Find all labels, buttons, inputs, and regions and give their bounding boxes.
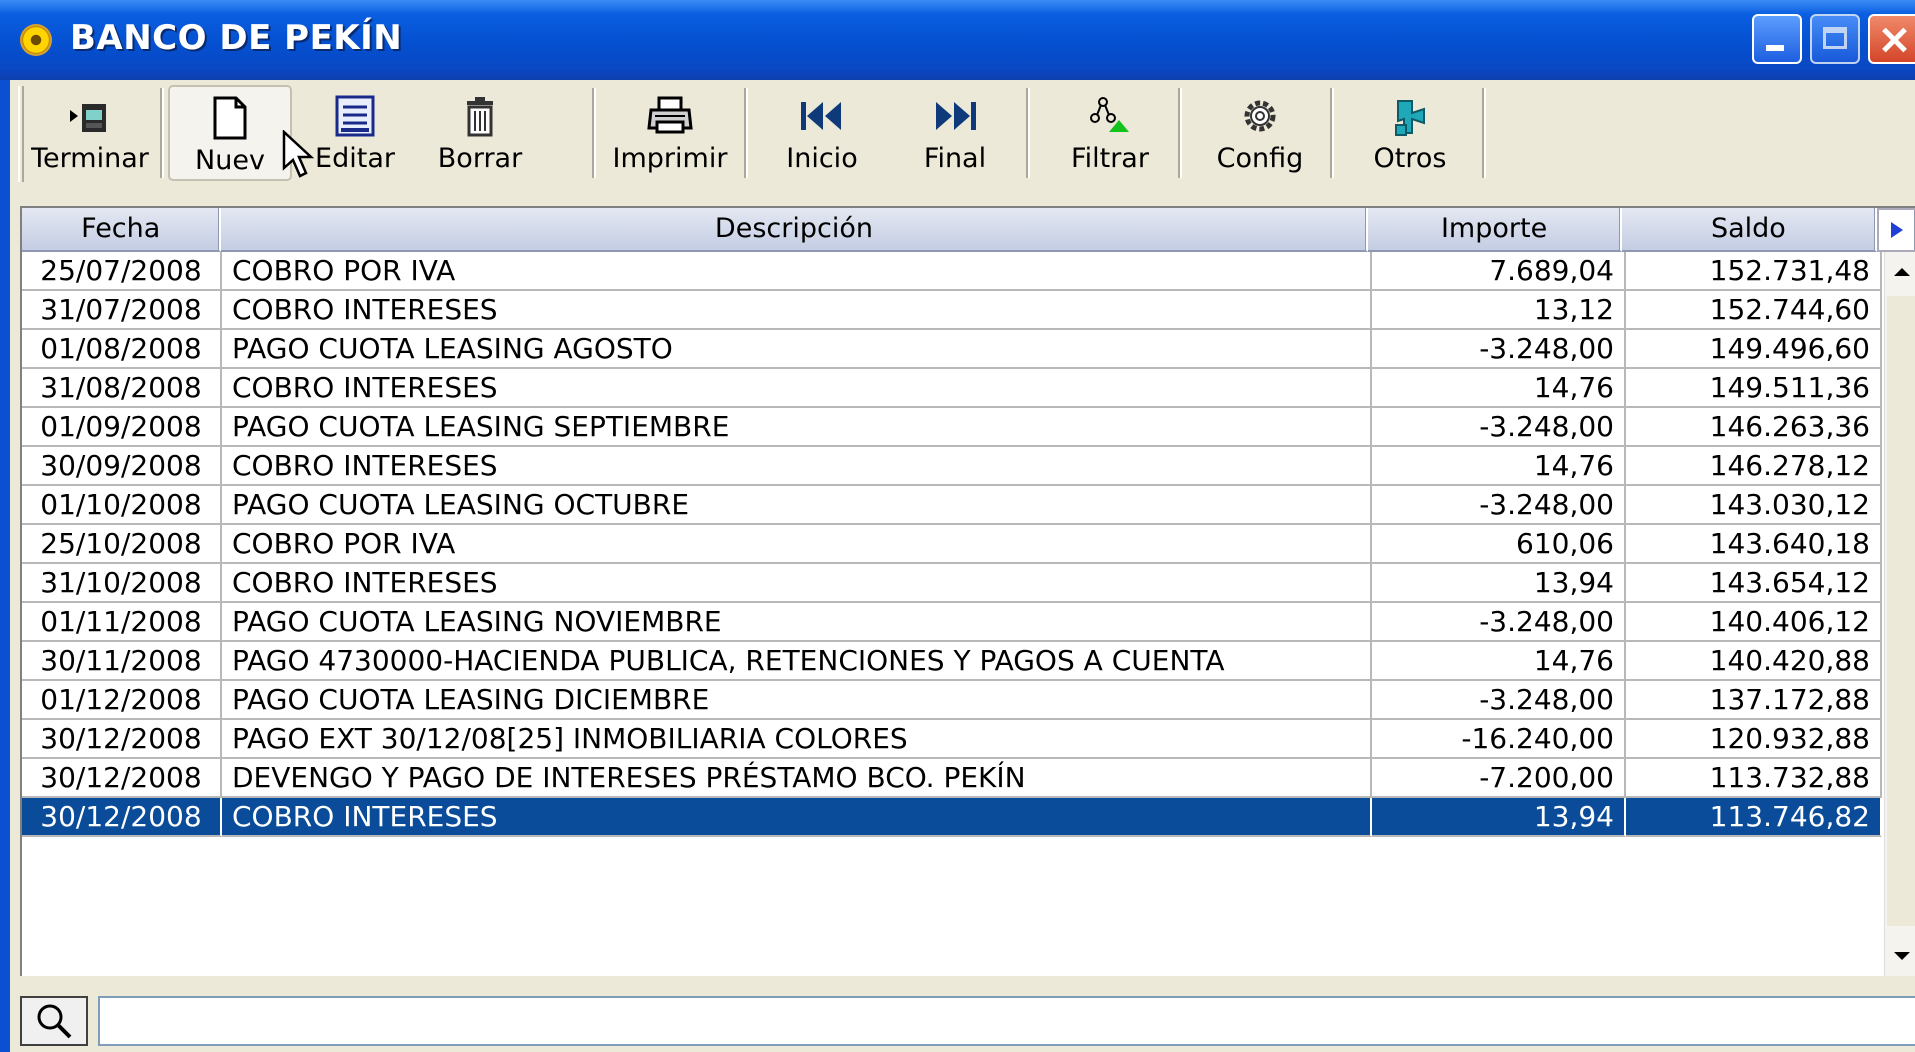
mouse-cursor-icon [282,130,316,180]
cell-saldo[interactable]: 146.263,36 [1626,408,1882,447]
cell-fecha[interactable]: 01/11/2008 [22,603,222,642]
cell-importe[interactable]: -7.200,00 [1372,759,1626,798]
cell-fecha[interactable]: 01/09/2008 [22,408,222,447]
cell-descripcion[interactable]: PAGO EXT 30/12/08[25] INMOBILIARIA COLORES [222,720,1372,759]
cell-importe[interactable]: 7.689,04 [1372,252,1626,291]
cell-saldo[interactable]: 152.731,48 [1626,252,1882,291]
cell-fecha[interactable]: 30/12/2008 [22,798,222,837]
arrow-right-icon [1889,220,1905,240]
imprimir-button[interactable] [600,85,740,181]
table-row[interactable] [22,642,1882,681]
nuevo-button[interactable] [168,85,292,181]
cell-importe[interactable]: 13,94 [1372,564,1626,603]
magnifier-icon [34,1001,74,1041]
table-row[interactable] [22,681,1882,720]
cell-descripcion[interactable]: PAGO CUOTA LEASING OCTUBRE [222,486,1372,525]
cell-descripcion[interactable]: COBRO INTERESES [222,798,1372,837]
final-label: Final [923,143,987,174]
cell-saldo[interactable]: 143.654,12 [1626,564,1882,603]
cell-fecha[interactable]: 31/10/2008 [22,564,222,603]
exit-door-icon [68,91,112,141]
table-row[interactable] [22,603,1882,642]
cell-saldo[interactable]: 143.030,12 [1626,486,1882,525]
cell-saldo[interactable]: 137.172,88 [1626,681,1882,720]
cell-importe[interactable]: 14,76 [1372,447,1626,486]
terminar-button[interactable] [30,85,150,181]
inicio-button[interactable] [762,85,882,181]
cell-descripcion[interactable]: COBRO POR IVA [222,525,1372,564]
cell-descripcion[interactable]: COBRO INTERESES [222,447,1372,486]
column-header-saldo[interactable]: Saldo [1622,208,1877,252]
cell-descripcion[interactable]: COBRO INTERESES [222,369,1372,408]
vertical-scrollbar[interactable] [1884,252,1915,976]
editar-label: Editar [315,143,395,174]
toolbar-separator [1330,88,1334,178]
window-title: BANCO DE PEKÍN [70,18,403,58]
trash-icon [463,91,497,141]
column-header-descripcion[interactable]: Descripción [221,208,1368,252]
table-row[interactable] [22,447,1882,486]
last-record-icon [932,91,978,141]
cell-fecha[interactable]: 25/10/2008 [22,525,222,564]
arrow-down-icon [1894,952,1910,960]
cell-importe[interactable]: -3.248,00 [1372,486,1626,525]
new-document-icon [212,93,248,143]
window-frame [0,80,10,1052]
cell-saldo[interactable]: 120.932,88 [1626,720,1882,759]
search-bar [20,992,1915,1052]
column-header-fecha[interactable]: Fecha [22,208,221,252]
cell-descripcion[interactable]: PAGO CUOTA LEASING AGOSTO [222,330,1372,369]
editar-button[interactable] [300,85,410,181]
scroll-right-button[interactable] [1877,208,1915,252]
cell-fecha[interactable]: 01/12/2008 [22,681,222,720]
cell-importe[interactable]: 610,06 [1372,525,1626,564]
cell-importe[interactable]: -3.248,00 [1372,408,1626,447]
cell-descripcion[interactable]: PAGO 4730000-HACIENDA PUBLICA, RETENCIONES Y PAGOS A CUENTA [222,642,1372,681]
cell-descripcion[interactable]: PAGO CUOTA LEASING DICIEMBRE [222,681,1372,720]
inicio-label: Inicio [786,143,858,174]
toolbar-grip[interactable] [18,86,24,182]
otros-button[interactable] [1350,85,1470,181]
table-row[interactable] [22,486,1882,525]
cell-saldo[interactable]: 113.732,88 [1626,759,1882,798]
table-row[interactable] [22,291,1882,330]
printer-icon [647,91,693,141]
cell-saldo[interactable]: 113.746,82 [1626,798,1882,837]
cell-fecha[interactable]: 30/09/2008 [22,447,222,486]
cell-importe[interactable]: -3.248,00 [1372,603,1626,642]
gear-icon [1240,91,1280,141]
table-row-selected[interactable] [22,798,1882,837]
app-icon [20,24,52,56]
cell-saldo[interactable]: 143.640,18 [1626,525,1882,564]
table-row[interactable] [22,408,1882,447]
config-label: Config [1216,143,1304,174]
cell-fecha[interactable]: 01/10/2008 [22,486,222,525]
cell-importe[interactable]: 13,12 [1372,291,1626,330]
cell-descripcion[interactable]: COBRO POR IVA [222,252,1372,291]
cell-fecha[interactable]: 31/08/2008 [22,369,222,408]
cell-importe[interactable]: -3.248,00 [1372,681,1626,720]
table-row[interactable] [22,759,1882,798]
cell-importe[interactable]: 14,76 [1372,642,1626,681]
cell-importe[interactable]: -3.248,00 [1372,330,1626,369]
imprimir-label: Imprimir [612,143,728,174]
cell-fecha[interactable]: 30/12/2008 [22,720,222,759]
table-row[interactable] [22,564,1882,603]
cell-importe[interactable]: 14,76 [1372,369,1626,408]
cell-saldo[interactable]: 140.420,88 [1626,642,1882,681]
borrar-label: Borrar [437,143,523,174]
cell-fecha[interactable]: 25/07/2008 [22,252,222,291]
cell-importe[interactable]: -16.240,00 [1372,720,1626,759]
cell-saldo[interactable]: 140.406,12 [1626,603,1882,642]
scroll-down-button[interactable] [1887,938,1915,976]
search-button[interactable] [20,996,88,1046]
maximize-button[interactable] [1810,14,1860,64]
table-row[interactable] [22,252,1882,291]
filtrar-label: Filtrar [1071,143,1149,174]
column-header-importe[interactable]: Importe [1368,208,1621,252]
tools-icon [1390,91,1430,141]
borrar-button[interactable] [420,85,540,181]
cell-descripcion[interactable]: COBRO INTERESES [222,291,1372,330]
toolbar-separator [160,88,164,178]
edit-form-icon [335,91,375,141]
close-button[interactable] [1868,14,1915,64]
cell-saldo[interactable]: 152.744,60 [1626,291,1882,330]
terminar-label: Terminar [31,143,149,174]
nuevo-label: Nuev [195,145,265,176]
scrollbar-thumb[interactable] [1887,296,1915,926]
title-bar [0,0,1915,80]
cell-descripcion[interactable]: DEVENGO Y PAGO DE INTERESES PRÉSTAMO BCO. PEKÍN [222,759,1372,798]
otros-label: Otros [1373,143,1447,174]
cell-fecha[interactable]: 31/07/2008 [22,291,222,330]
toolbar-separator [1482,88,1486,178]
table-row[interactable] [22,720,1882,759]
scroll-up-button[interactable] [1887,254,1915,292]
cell-fecha[interactable]: 30/11/2008 [22,642,222,681]
cell-saldo[interactable]: 149.511,36 [1626,369,1882,408]
minimize-button[interactable] [1752,14,1802,64]
filtrar-button[interactable] [1050,85,1170,181]
cell-importe[interactable]: 13,94 [1372,798,1626,837]
toolbar-separator [744,88,748,178]
cell-fecha[interactable]: 01/08/2008 [22,330,222,369]
table-row[interactable] [22,525,1882,564]
table-row[interactable] [22,369,1882,408]
arrow-up-icon [1894,268,1910,276]
cell-descripcion[interactable]: PAGO CUOTA LEASING NOVIEMBRE [222,603,1372,642]
cell-saldo[interactable]: 149.496,60 [1626,330,1882,369]
toolbar-separator [1178,88,1182,178]
cell-descripcion[interactable]: PAGO CUOTA LEASING SEPTIEMBRE [222,408,1372,447]
toolbar [10,80,1915,190]
transactions-grid [20,206,1915,976]
cell-fecha[interactable]: 30/12/2008 [22,759,222,798]
cell-descripcion[interactable]: COBRO INTERESES [222,564,1372,603]
grid-header [22,208,1915,252]
config-button[interactable] [1200,85,1320,181]
table-row[interactable] [22,330,1882,369]
search-input[interactable] [98,996,1915,1046]
cell-saldo[interactable]: 146.278,12 [1626,447,1882,486]
final-button[interactable] [900,85,1010,181]
filter-icon [1087,91,1133,141]
first-record-icon [799,91,845,141]
toolbar-separator [1026,88,1030,178]
toolbar-separator [592,88,596,178]
